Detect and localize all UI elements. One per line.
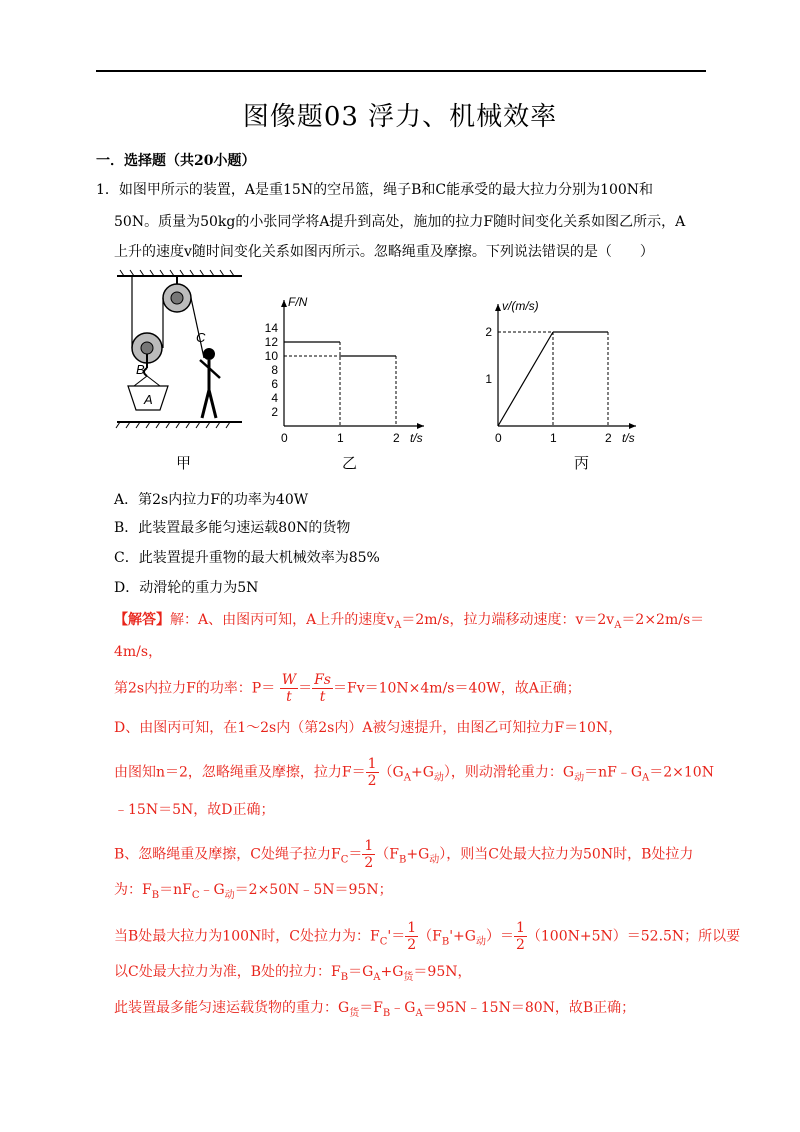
answer-line-1	[114, 610, 704, 636]
y-tick-label: 10	[264, 349, 278, 363]
y-tick-label: 2	[485, 325, 492, 339]
answer-text: ＝2×10N	[649, 764, 714, 781]
answer-line-8	[114, 880, 393, 906]
denominator: 2	[515, 937, 525, 953]
velocity-time-chart	[478, 276, 668, 448]
sub: 货	[349, 1007, 360, 1019]
x-tick-label: 2	[605, 431, 612, 445]
sub: A	[614, 619, 622, 631]
x-tick-label: 1	[550, 431, 557, 445]
x-tick-label: 0	[281, 431, 288, 445]
answer-line-6: ﹣15N＝5N，故D正确；	[114, 802, 275, 818]
sub: 动	[224, 889, 235, 901]
answer-text: ＝nF﹣G	[584, 764, 643, 781]
fraction-fs-over-t	[312, 672, 333, 705]
denominator: t	[319, 689, 326, 705]
sub: B	[340, 971, 349, 983]
sub: B	[382, 1007, 391, 1019]
section-heading: 一．选择题（共20小题）	[96, 153, 256, 169]
answer-tag: 【解答】	[114, 612, 170, 628]
answer-text: ＝G	[348, 964, 374, 980]
answer-text: ＝F	[359, 1000, 383, 1016]
answer-text: ），则动滑轮重力：G	[443, 764, 575, 781]
answer-text: ＝95N，	[413, 964, 472, 980]
answer-text: ），则当C处最大拉力为50N时，B处拉力	[439, 846, 694, 863]
top-rule	[96, 70, 706, 72]
answer-text: ＝2×50N﹣5N＝95N；	[234, 882, 393, 898]
answer-text: 由图知n＝2，忽略绳重及摩擦，拉力F＝	[114, 764, 366, 781]
y-axis-label: F/N	[288, 295, 308, 309]
numerator: 1	[407, 920, 417, 936]
answer-line-7	[114, 838, 693, 871]
sub: C	[379, 936, 388, 948]
x-axis-label: t/s	[410, 431, 423, 445]
answer-text: ＝2×2m/s＝	[621, 612, 705, 628]
sub: A	[373, 971, 381, 983]
answer-text: ）＝	[485, 928, 514, 945]
option-d: D．动滑轮的重力为5N	[114, 580, 259, 596]
y-axis-arrow	[495, 304, 501, 311]
option-b: B．此装置最多能匀速运载80N的货物	[114, 520, 351, 536]
answer-text: +G	[406, 846, 430, 863]
answer-text: ＝nF	[159, 882, 192, 898]
answer-line-11	[114, 998, 635, 1024]
option-a: A．第2s内拉力F的功率为40W	[114, 492, 309, 508]
figure-label-jia: 甲	[176, 454, 192, 472]
answer-line-10	[114, 962, 472, 988]
sub: A	[415, 1007, 423, 1019]
fraction-w-over-t	[280, 672, 298, 705]
answer-text: ﹣G	[199, 882, 225, 898]
sub: C	[191, 889, 200, 901]
answer-text: ＝95N﹣15N＝80N，故B正确；	[422, 1000, 636, 1016]
denominator: 2	[407, 937, 417, 953]
x-axis-arrow	[629, 423, 636, 429]
answer-text: '+G	[449, 928, 476, 945]
sub: 动	[574, 772, 585, 784]
question-line-2: 50N。质量为50kg的小张同学将A提升到高处，施加的拉力F随时间变化关系如图乙所示，A	[114, 214, 686, 230]
sub: B	[441, 936, 450, 948]
sub: B	[151, 889, 160, 901]
label-a: A	[144, 392, 153, 407]
answer-text: ﹣G	[390, 1000, 416, 1016]
sub: A	[642, 772, 650, 784]
fraction-half	[514, 920, 527, 953]
answer-line-4: D、由图丙可知，在1～2s内（第2s内）A被匀速提升，由图乙可知拉力F＝10N，	[114, 720, 623, 736]
sub: C	[340, 854, 349, 866]
y-axis-arrow	[281, 300, 287, 307]
sub: A	[403, 772, 411, 784]
x-axis-arrow	[417, 423, 424, 429]
pulley-diagram	[112, 268, 247, 440]
answer-text: （F	[418, 928, 442, 945]
x-tick-label: 1	[337, 431, 344, 445]
label-b: B	[136, 362, 145, 377]
y-tick-label: 14	[264, 321, 278, 335]
answer-line-3	[114, 672, 581, 705]
y-axis-label: v/(m/s)	[502, 299, 539, 313]
question-line-3: 上升的速度v随时间变化关系如图丙所示。忽略绳重及摩擦。下列说法错误的是（ ）	[114, 244, 654, 260]
sub: 货	[403, 971, 414, 983]
y-tick-label: 6	[271, 377, 278, 391]
fraction-half	[405, 920, 418, 953]
x-tick-label: 2	[393, 431, 400, 445]
sub: B	[399, 854, 407, 866]
answer-text: +G	[410, 764, 434, 781]
answer-text: （100N+5N）＝52.5N；所以要	[526, 928, 741, 945]
denominator: 2	[364, 855, 374, 871]
label-c: C	[196, 330, 206, 345]
equals: ＝	[298, 680, 313, 697]
answer-text: ＝2m/s，拉力端移动速度：v＝2v	[401, 612, 615, 628]
answer-text: +G	[380, 964, 404, 980]
answer-text: 以C处最大拉力为准，B处的拉力：F	[114, 964, 341, 980]
answer-text: B、忽略绳重及摩擦，C处绳子拉力F	[114, 846, 341, 863]
question-line-1: 1．如图甲所示的装置，A是重15N的空吊篮，绳子B和C能承受的最大拉力分别为100N和	[96, 182, 654, 198]
fraction-half	[366, 756, 379, 789]
option-c: C．此装置提升重物的最大机械效率为85%	[114, 550, 380, 566]
numerator: W	[281, 672, 297, 688]
numerator: 1	[515, 920, 525, 936]
y-tick-label: 8	[271, 363, 278, 377]
answer-text: 为：F	[114, 882, 152, 898]
y-tick-label: 2	[271, 405, 278, 419]
answer-text: '＝	[387, 928, 406, 945]
series-segment	[498, 332, 553, 426]
answer-text: 此装置最多能匀速运载货物的重力：G	[114, 1000, 350, 1016]
sub: A	[394, 619, 402, 631]
answer-text: 当B处最大拉力为100N时，C处拉力为：F	[114, 928, 380, 945]
denominator: 2	[367, 773, 377, 789]
sub: 动	[475, 936, 486, 948]
answer-line-9	[114, 920, 740, 953]
answer-text: ＝	[348, 846, 363, 863]
answer-text: （F	[375, 846, 400, 863]
y-tick-label: 12	[264, 335, 278, 349]
numerator: 1	[364, 838, 374, 854]
sub: 动	[433, 772, 444, 784]
force-time-chart	[258, 276, 458, 448]
y-tick-label: 4	[271, 391, 278, 405]
answer-line-2: 4m/s，	[114, 644, 163, 660]
denominator: t	[286, 689, 292, 705]
answer-line-5	[114, 756, 714, 789]
answer-text: 解：A、由图丙可知，A上升的速度v	[170, 612, 395, 628]
answer-text: ＝Fv＝10N×4m/s＝40W，故A正确；	[332, 680, 581, 697]
x-axis-label: t/s	[622, 431, 635, 445]
x-tick-label: 0	[495, 431, 502, 445]
fraction-half	[362, 838, 375, 871]
answer-text: 第2s内拉力F的功率：P＝	[114, 680, 276, 697]
figure-label-yi: 乙	[342, 454, 358, 472]
numerator: Fs	[314, 672, 331, 688]
page-title: 图像题03 浮力、机械效率	[242, 102, 558, 132]
y-tick-label: 1	[485, 372, 492, 386]
answer-text: （G	[378, 764, 404, 781]
figure-label-bing: 丙	[574, 454, 590, 472]
numerator: 1	[367, 756, 377, 772]
sub: 动	[429, 854, 440, 866]
